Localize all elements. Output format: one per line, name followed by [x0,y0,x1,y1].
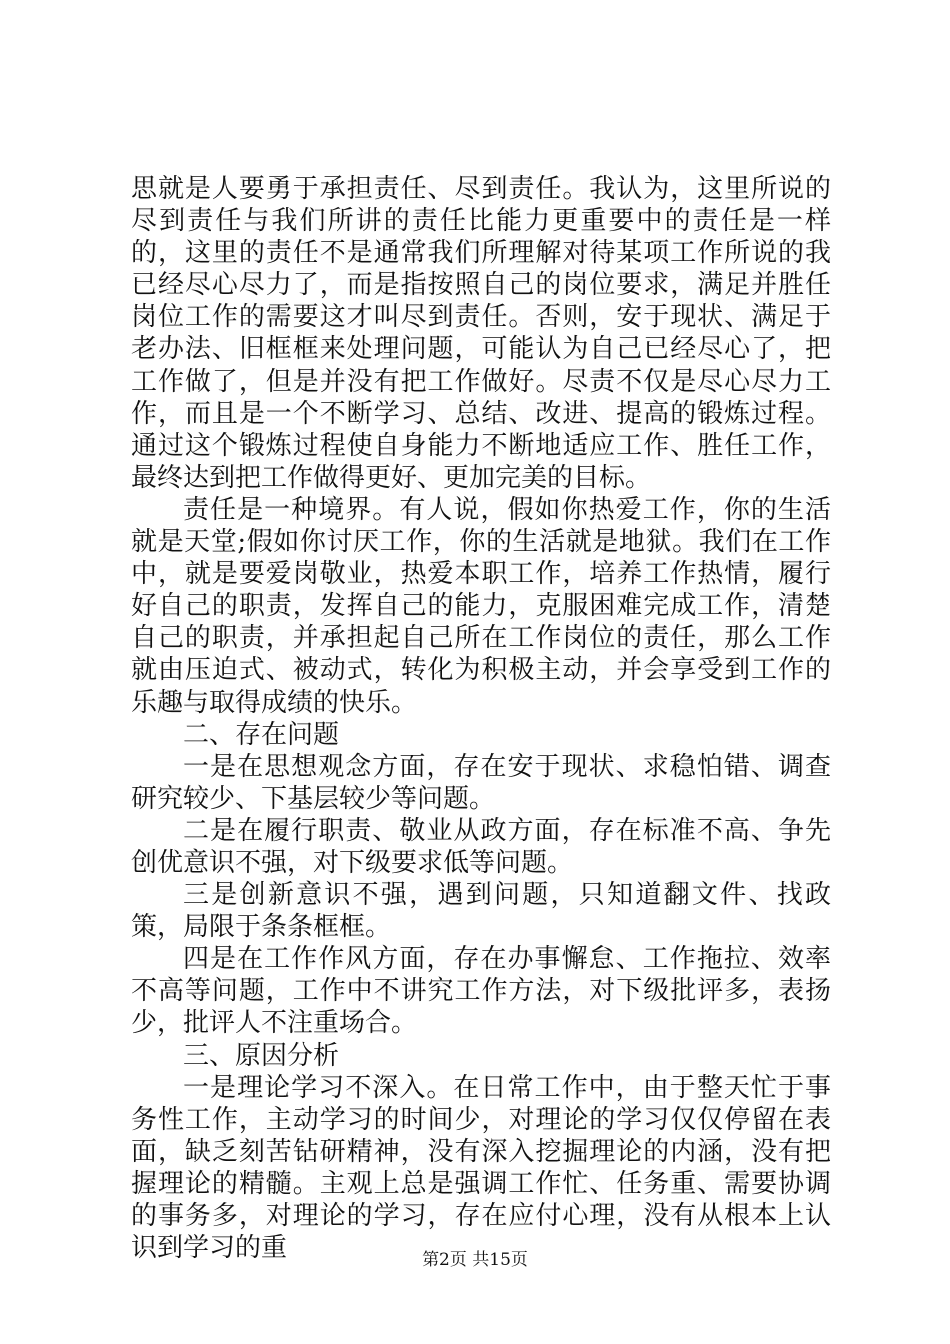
section-heading-problems: 二、存在问题 [183,719,340,750]
paragraph-2: 责任是一种境界。有人说，假如你热爱工作，你的生活就是天堂;假如你讨厌工作，你的生活就是地狱。我们在工作中，就是要爱岗敬业，热爱本职工作，培养工作热情，履行好自己的职责，发挥自己的能力，克服困难完成工作，清楚自己的职责，并承担起自己所在工作岗位的责任，那么工作就由压迫式、被动式，转化为积极主动，并会享受到工作的乐趣与取得成绩的快乐。 [131,494,831,718]
paragraph-problem-2: 二是在履行职责、敬业从政方面，存在标准不高、争先创优意识不强，对下级要求低等问题。 [131,815,831,878]
section-heading-causes: 三、原因分析 [183,1040,340,1071]
paragraph-problem-4: 四是在工作作风方面，存在办事懈怠、工作拖拉、效率不高等问题，工作中不讲究工作方法，对下级批评多，表扬少，批评人不注重场合。 [131,944,831,1039]
paragraph-1: 思就是人要勇于承担责任、尽到责任。我认为，这里所说的尽到责任与我们所讲的责任比能力更重要中的责任是一样的，这里的责任不是通常我们所理解对待某项工作所说的我已经尽心尽力了，而是指按照自己的岗位要求，满足并胜任岗位工作的需要这才叫尽到责任。否则，安于现状、满足于老办法、旧框框来处理问题，可能认为自己已经尽心了，把工作做了，但是并没有把工作做好。尽责不仅是尽心尽力工作，而且是一个不断学习、总结、改进、提高的锻炼过程。通过这个锻炼过程使自身能力不断地适应工作、胜任工作，最终达到把工作做得更好、更加完美的目标。 [131,174,831,493]
document-body [131,173,831,1264]
page-footer: 第2页 共15页 [422,1250,528,1270]
paragraph-problem-1: 一是在思想观念方面，存在安于现状、求稳怕错、调查研究较少、下基层较少等问题。 [131,751,831,814]
paragraph-cause-1: 一是理论学习不深入。在日常工作中，由于整天忙于事务性工作，主动学习的时间少，对理论的学习仅仅停留在表面，缺乏刻苦钻研精神，没有深入挖掘理论的内涵，没有把握理论的精髓。主观上总是强调工作忙、任务重、需要协调的事务多，对理论的学习，存在应付心理，没有从根本上认识到学习的重 [131,1072,831,1264]
paragraph-problem-3: 三是创新意识不强，遇到问题，只知道翻文件、找政策，局限于条条框框。 [131,880,831,943]
